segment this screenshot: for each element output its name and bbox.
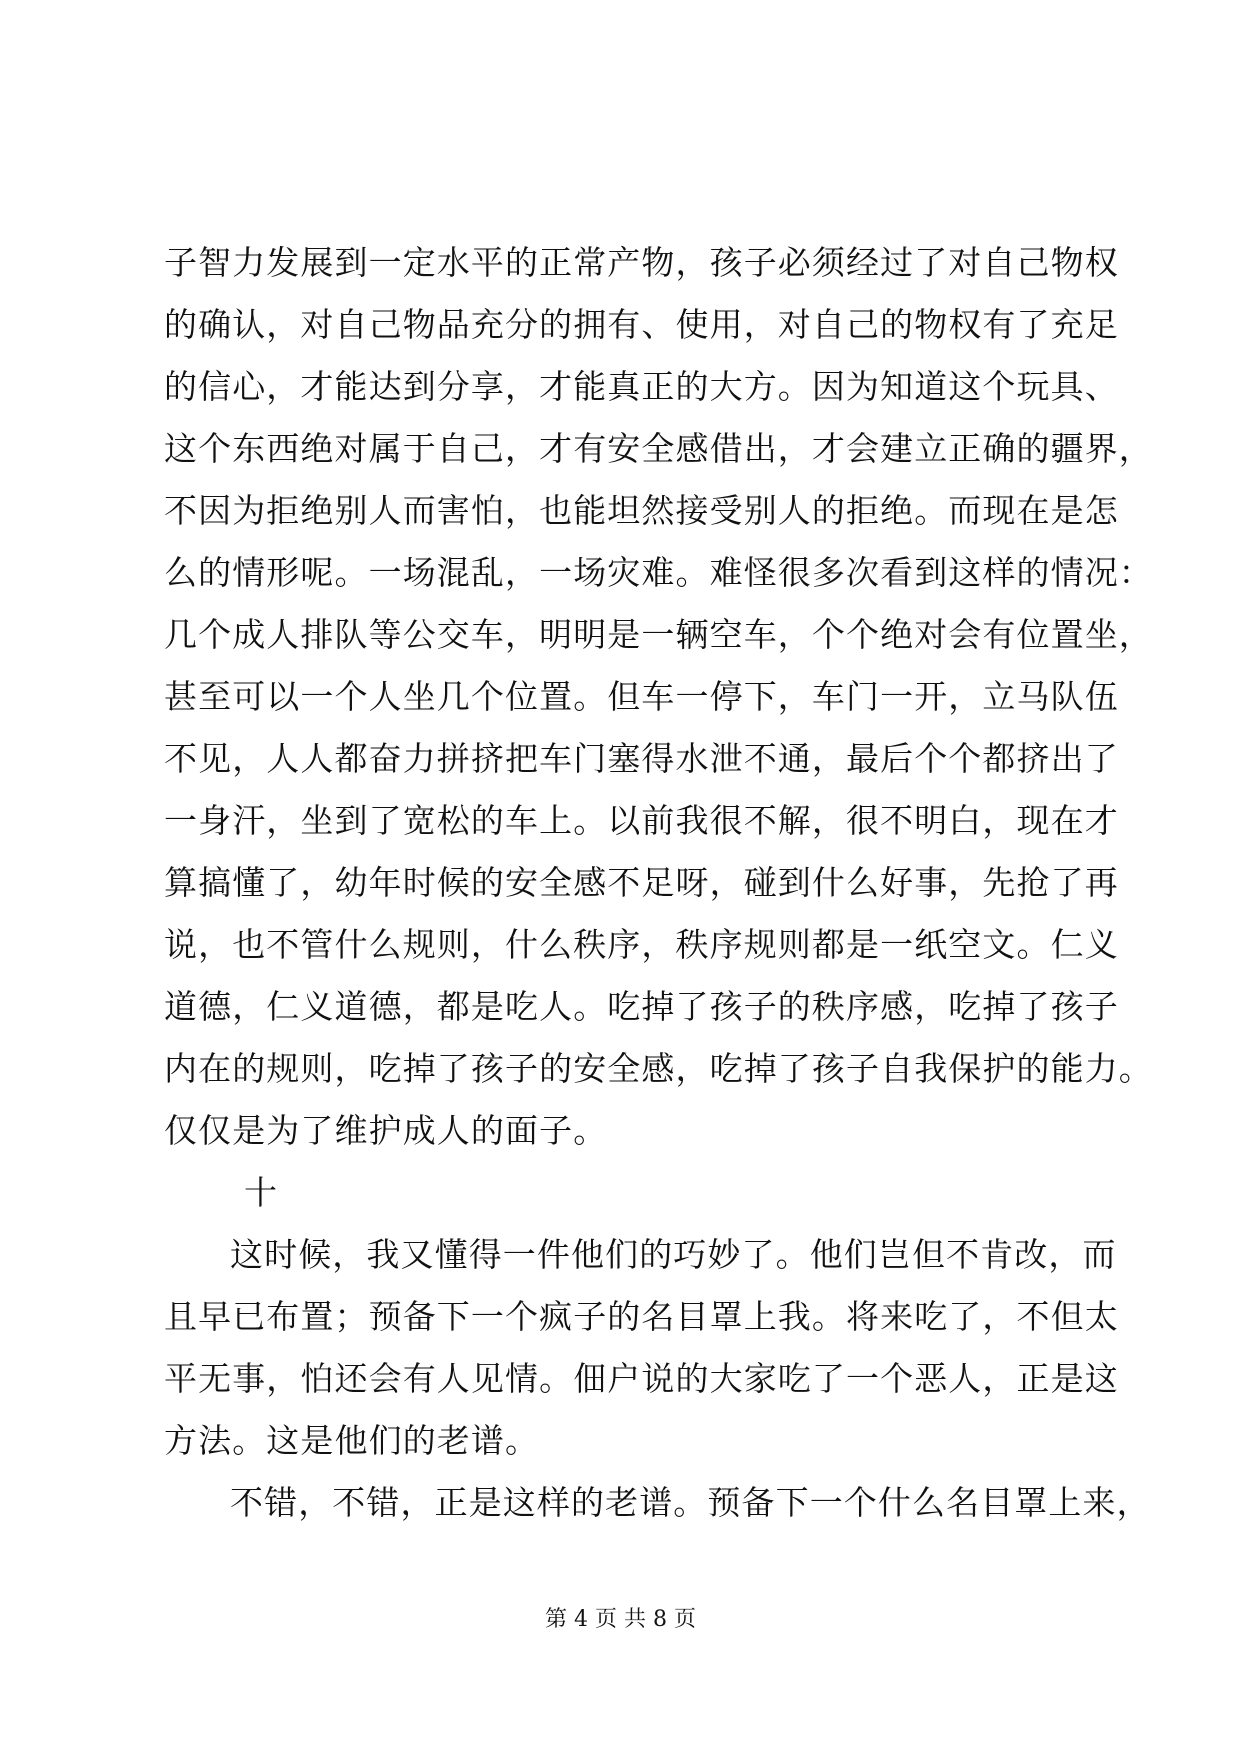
text-line-2: 的确认，对自己物品充分的拥有、使用，对自己的物权有了充足: [164, 305, 1119, 344]
text-line-7: 几个成人排队等公交车，明明是一辆空车，个个绝对会有位置坐，: [164, 615, 1153, 654]
text-line-11: 算搞懂了，幼年时候的安全感不足呀，碰到什么好事，先抢了再: [164, 863, 1119, 902]
section-heading: 十: [244, 1173, 279, 1212]
text-line-19: 平无事，怕还会有人见情。佃户说的大家吃了一个恶人，正是这: [164, 1359, 1119, 1398]
text-line-15: 仅仅是为了维护成人的面子。: [164, 1111, 608, 1150]
text-line-1: 子智力发展到一定水平的正常产物，孩子必须经过了对自己物权: [164, 243, 1119, 282]
text-line-18: 且早已布置；预备下一个疯子的名目罩上我。将来吃了，不但太: [164, 1297, 1119, 1336]
text-line-12: 说，也不管什么规则，什么秩序，秩序规则都是一纸空文。仁义: [164, 925, 1119, 964]
text-line-8: 甚至可以一个人坐几个位置。但车一停下，车门一开，立马队伍: [164, 677, 1119, 716]
text-line-5: 不因为拒绝别人而害怕，也能坦然接受别人的拒绝。而现在是怎: [164, 491, 1119, 530]
text-line-14: 内在的规则，吃掉了孩子的安全感，吃掉了孩子自我保护的能力。: [164, 1049, 1153, 1088]
text-line-10: 一身汗，坐到了宽松的车上。以前我很不解，很不明白，现在才: [164, 801, 1119, 840]
text-line-9: 不见，人人都奋力拼挤把车门塞得水泄不通，最后个个都挤出了: [164, 739, 1119, 778]
text-line-21: 不错，不错，正是这样的老谱。预备下一个什么名目罩上来，: [230, 1483, 1151, 1522]
body-text: [164, 232, 1153, 1534]
text-line-6: 么的情形呢。一场混乱，一场灾难。难怪很多次看到这样的情况：: [164, 553, 1153, 592]
text-line-13: 道德，仁义道德，都是吃人。吃掉了孩子的秩序感，吃掉了孩子: [164, 987, 1119, 1026]
text-line-17: 这时候，我又懂得一件他们的巧妙了。他们岂但不肯改，而: [230, 1235, 1117, 1274]
text-line-3: 的信心，才能达到分享，才能真正的大方。因为知道这个玩具、: [164, 367, 1119, 406]
page-number: 第 4 页 共 8 页: [545, 1607, 696, 1632]
text-line-20: 方法。这是他们的老谱。: [164, 1421, 540, 1460]
text-line-4: 这个东西绝对属于自己，才有安全感借出，才会建立正确的疆界，: [164, 429, 1153, 468]
